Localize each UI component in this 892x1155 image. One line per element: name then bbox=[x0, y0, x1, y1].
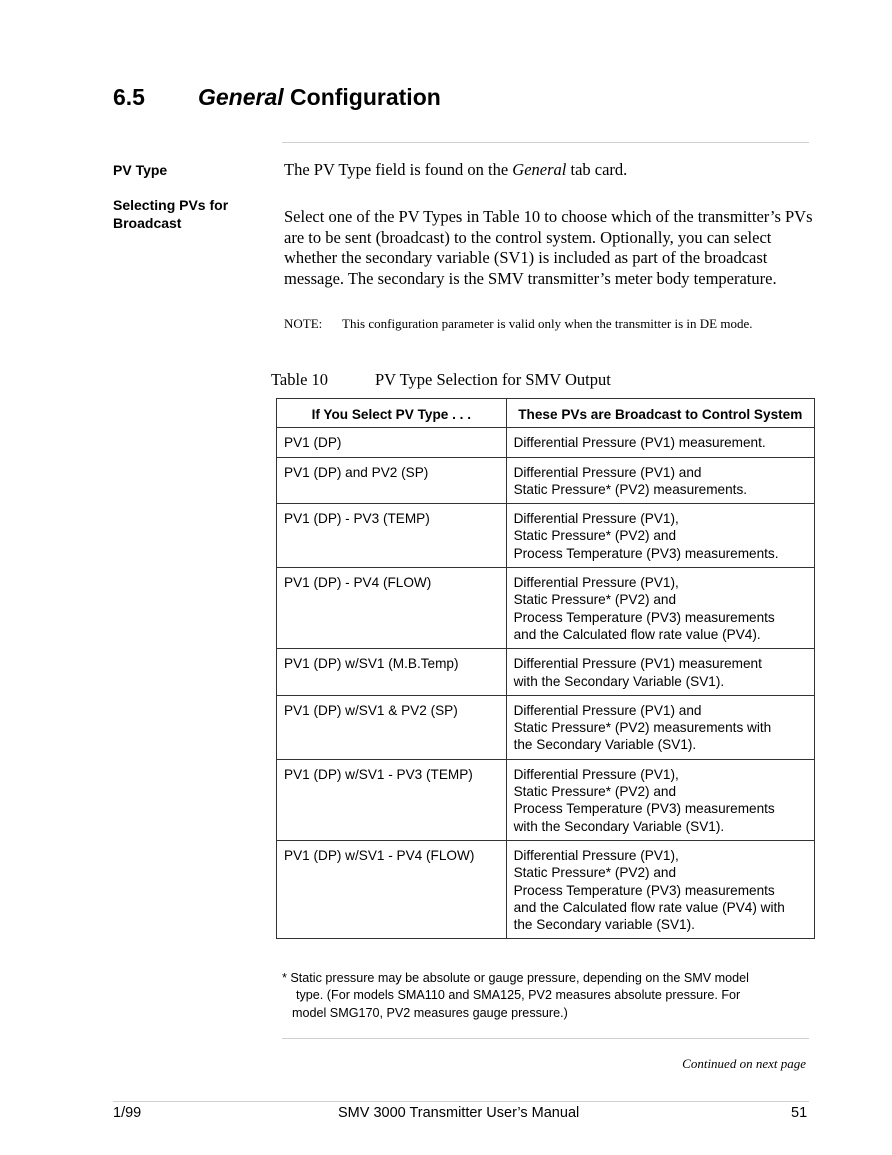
section-number: 6.5 bbox=[113, 84, 145, 110]
pv-type-table bbox=[276, 398, 815, 939]
table-cell-line: Static Pressure* (PV2) and bbox=[513, 592, 677, 608]
table-cell-line: Differential Pressure (PV1), bbox=[513, 766, 679, 782]
footer-divider bbox=[113, 1101, 809, 1102]
side-heading-selecting: Selecting PVs for Broadcast bbox=[113, 197, 229, 231]
table-cell-line: and the Calculated flow rate value (PV4) with bbox=[513, 899, 785, 915]
top-divider bbox=[282, 142, 809, 143]
table-body bbox=[277, 428, 815, 939]
table-cell-broadcast bbox=[506, 504, 814, 568]
note-tag: NOTE: bbox=[284, 316, 323, 331]
table-cell-line: Process Temperature (PV3) measurements bbox=[513, 801, 775, 817]
table-row bbox=[277, 649, 815, 696]
table-caption-number: Table 10 bbox=[271, 370, 329, 389]
table-header-broadcast: These PVs are Broadcast to Control System bbox=[506, 399, 814, 428]
paragraph-selecting: Select one of the PV Types in Table 10 to choose which of the transmitter’s PVs are to be sent (broadcast) to the control system. Optionally, you can select whether the secondary variable (SV1) is included as part of the broadcast message. The secondary is the SMV transmitter’s meter body temperature. bbox=[284, 207, 813, 289]
table-cell-line: Process Temperature (PV3) measurements. bbox=[513, 545, 779, 561]
table-cell-line: Differential Pressure (PV1), bbox=[513, 575, 679, 591]
section-title-rest: Configuration bbox=[283, 84, 441, 110]
paragraph-pv-type-italic: General bbox=[512, 160, 567, 179]
table-cell-line: the Secondary variable (SV1). bbox=[513, 917, 695, 933]
table-cell-line: with the Secondary Variable (SV1). bbox=[513, 818, 725, 834]
table-row bbox=[277, 840, 815, 938]
table-cell-line: Differential Pressure (PV1) and bbox=[513, 464, 702, 480]
table-cell-broadcast bbox=[506, 457, 814, 504]
paragraph-pv-type bbox=[284, 160, 814, 181]
table-cell-broadcast bbox=[506, 759, 814, 840]
table-cell-broadcast bbox=[506, 428, 814, 457]
table-cell-line: with the Secondary Variable (SV1). bbox=[513, 673, 725, 689]
table-cell-line: Process Temperature (PV3) measurements bbox=[513, 609, 775, 625]
paragraph-pv-type-text-b: tab card. bbox=[566, 160, 628, 179]
table-cell-broadcast bbox=[506, 840, 814, 938]
table-cell-line: Static Pressure* (PV2) and bbox=[513, 784, 677, 800]
table-cell-line: Differential Pressure (PV1), bbox=[513, 511, 679, 527]
continued-note: Continued on next page bbox=[682, 1056, 806, 1071]
footer-date: 1/99 bbox=[113, 1105, 142, 1121]
section-title bbox=[113, 84, 441, 111]
table-cell-line: and the Calculated flow rate value (PV4). bbox=[513, 626, 761, 642]
footnote-line-2: type. (For models SMA110 and SMA125, PV2 measures absolute pressure. For bbox=[296, 988, 741, 1003]
table-cell-line: Process Temperature (PV3) measurements bbox=[513, 882, 775, 898]
table-cell-pv-type: PV1 (DP) bbox=[277, 428, 507, 457]
table-cell-line: Static Pressure* (PV2) and bbox=[513, 865, 677, 881]
footer-page-number: 51 bbox=[791, 1105, 808, 1121]
table-cell-line: Differential Pressure (PV1), bbox=[513, 847, 679, 863]
table-caption-title: PV Type Selection for SMV Output bbox=[375, 370, 611, 389]
section-title-italic: General bbox=[198, 84, 284, 110]
table-cell-pv-type: PV1 (DP) w/SV1 - PV3 (TEMP) bbox=[277, 759, 507, 840]
table-row bbox=[277, 428, 815, 457]
table-header-pv-type: If You Select PV Type . . . bbox=[277, 399, 507, 428]
footnote-line-1: * Static pressure may be absolute or gauge pressure, depending on the SMV model bbox=[282, 971, 749, 985]
side-heading-pv-type: PV Type bbox=[113, 162, 168, 178]
table-cell-line: Differential Pressure (PV1) measurement bbox=[513, 656, 762, 672]
paragraph-pv-type-text-a: The PV Type field is found on the bbox=[284, 160, 513, 179]
table-cell-pv-type: PV1 (DP) w/SV1 & PV2 (SP) bbox=[277, 695, 507, 759]
table-cell-broadcast bbox=[506, 695, 814, 759]
table-row bbox=[277, 504, 815, 568]
table-cell-line: Static Pressure* (PV2) measurements. bbox=[513, 481, 748, 497]
table-cell-line: Differential Pressure (PV1) measurement. bbox=[513, 435, 766, 451]
table-cell-broadcast bbox=[506, 649, 814, 696]
footnote bbox=[282, 970, 802, 1022]
table-row bbox=[277, 759, 815, 840]
table-cell-pv-type: PV1 (DP) w/SV1 (M.B.Temp) bbox=[277, 649, 507, 696]
note bbox=[284, 316, 752, 332]
table-row bbox=[277, 457, 815, 504]
note-text: This configuration parameter is valid only when the transmitter is in DE mode. bbox=[342, 316, 753, 331]
table-row bbox=[277, 568, 815, 649]
table-cell-pv-type: PV1 (DP) - PV4 (FLOW) bbox=[277, 568, 507, 649]
bottom-divider bbox=[282, 1038, 809, 1039]
table-cell-line: the Secondary Variable (SV1). bbox=[513, 737, 697, 753]
footer-title: SMV 3000 Transmitter User’s Manual bbox=[338, 1105, 580, 1121]
table-cell-line: Static Pressure* (PV2) and bbox=[513, 528, 677, 544]
table-cell-pv-type: PV1 (DP) and PV2 (SP) bbox=[277, 457, 507, 504]
table-header-row bbox=[277, 399, 815, 428]
table-cell-pv-type: PV1 (DP) w/SV1 - PV4 (FLOW) bbox=[277, 840, 507, 938]
table-cell-line: Differential Pressure (PV1) and bbox=[513, 702, 702, 718]
table-cell-line: Static Pressure* (PV2) measurements with bbox=[513, 720, 772, 736]
table-cell-broadcast bbox=[506, 568, 814, 649]
table-cell-pv-type: PV1 (DP) - PV3 (TEMP) bbox=[277, 504, 507, 568]
table-caption bbox=[271, 370, 611, 390]
table-row bbox=[277, 695, 815, 759]
footnote-line-3: model SMG170, PV2 measures gauge pressure.) bbox=[292, 1005, 568, 1020]
